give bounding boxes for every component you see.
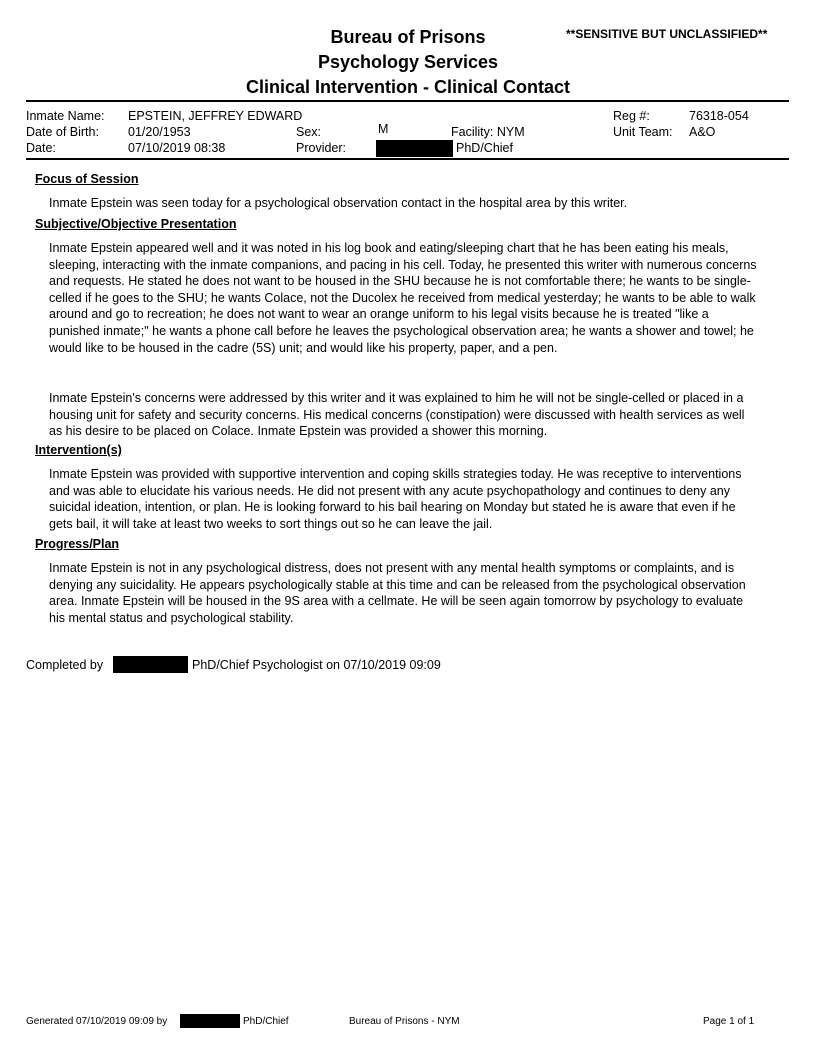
footer-institution: Bureau of Prisons - NYM — [349, 1016, 460, 1027]
inmate-name-value: EPSTEIN, JEFFREY EDWARD — [128, 109, 303, 123]
footer-page-number: Page 1 of 1 — [703, 1016, 755, 1027]
header-rule-top — [26, 100, 789, 102]
completed-by-label: Completed by — [26, 658, 104, 672]
intervention-heading: Intervention(s) — [35, 443, 122, 457]
progress-text: Inmate Epstein is not in any psychological distress, does not present with any mental health symptoms or complaints, and is denying any suicidality. He appears psychologically stable at this time and can be released from the psychological observation area. Inmate Epstein will be housed in the 9S area with a cellmate. He will be seen again tomorrow by psychology to evaluate his mental status and psychological stability. — [49, 561, 746, 625]
completed-by-suffix: PhD/Chief Psychologist on 07/10/2019 09:09 — [192, 658, 441, 672]
intervention-text: Inmate Epstein was provided with supportive intervention and coping skills strategies today. He was receptive to interventions and was able to elucidate his various needs. He did not present with any acute psychopathology and continues to deny any suicidal ideation, intention, or plan. He is looking forward to his bail hearing on Monday but stated he is aware that even if he gets bail, it will take at least two weeks to sort things out so he can leave the jail. — [49, 467, 742, 531]
facility-value: Facility: NYM — [451, 125, 525, 139]
provider-redaction — [376, 140, 453, 157]
title-agency: Bureau of Prisons — [330, 27, 486, 47]
header-rule-bottom — [26, 158, 789, 160]
date-label: Date: — [26, 141, 56, 155]
dob-label: Date of Birth: — [26, 125, 99, 139]
title-department: Psychology Services — [317, 52, 499, 72]
unit-team-label: Unit Team: — [613, 125, 673, 139]
unit-team-value: A&O — [689, 125, 716, 139]
completed-by-redaction — [113, 656, 188, 673]
footer-redaction — [180, 1014, 240, 1028]
title-document-type: Clinical Intervention - Clinical Contact — [245, 77, 571, 97]
sex-label: Sex: — [296, 125, 322, 139]
subjective-paragraph-2: Inmate Epstein's concerns were addressed by this writer and it was explained to him he will not be single-celled or placed in a housing unit for safety and security concerns. His medical concerns (constipation) were discussed with health services as well as his desire to be placed on Colace. Inmate Epstein was provided a shower this morning. — [49, 391, 745, 439]
progress-heading: Progress/Plan — [35, 537, 120, 551]
provider-label: Provider: — [296, 141, 347, 155]
sensitivity-marking: **SENSITIVE BUT UNCLASSIFIED** — [566, 27, 768, 41]
footer-generated: Generated 07/10/2019 09:09 by — [26, 1016, 168, 1027]
date-value: 07/10/2019 08:38 — [128, 141, 226, 155]
subjective-heading: Subjective/Objective Presentation — [35, 217, 237, 231]
footer-generated-title: PhD/Chief — [243, 1016, 289, 1027]
focus-text: Inmate Epstein was seen today for a psychological observation contact in the hospital area by this writer. — [49, 196, 628, 210]
dob-value: 01/20/1953 — [128, 125, 191, 139]
sex-value: M — [378, 122, 389, 136]
subjective-paragraph-1: Inmate Epstein appeared well and it was noted in his log book and eating/sleeping chart that he has been eating his meals, sleeping, interacting with the inmate companions, and pacing in his cell. Today, he presented this writer with numerous concerns and requests. He stated he does not want to be housed in the SHU because he is not comfortable there; he wants to be single-celled if he goes to the SHU; he wants Colace, not the Ducolex he received from medical yesterday; he wants to be able to walk around and go to recreation; he does not want to wear an orange uniform to his legal visits because he is treated "like a punished inmate;" he wants a phone call before he leaves the psychological observation area; he wants a shower and towel; he would like to be housed in the cadre (5S) unit; and would like his property, paper, and a pen. — [49, 241, 757, 355]
focus-heading: Focus of Session — [35, 172, 139, 186]
reg-value: 76318-054 — [689, 109, 749, 123]
reg-label: Reg #: — [613, 109, 650, 123]
inmate-name-label: Inmate Name: — [26, 109, 105, 123]
provider-title: PhD/Chief — [456, 141, 513, 155]
